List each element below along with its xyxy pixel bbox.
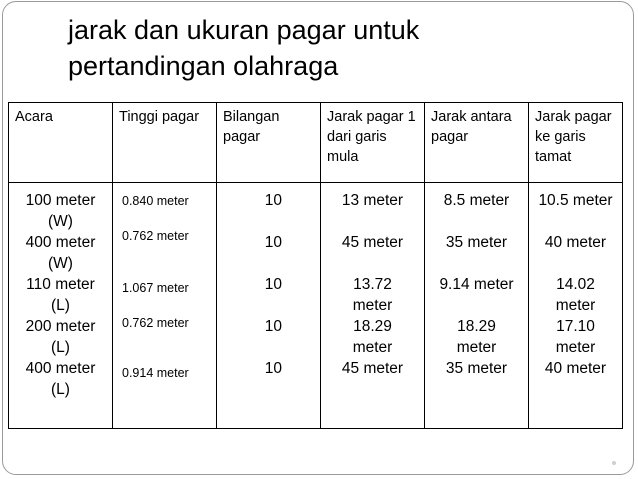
bilangan-5: 10 (264, 360, 282, 377)
header-jarak-antara-pagar: Jarak antara pagar (425, 103, 529, 183)
jarak-mula-5: 45 meter (341, 360, 404, 377)
bilangan-1: 10 (264, 192, 282, 209)
cell-jarak-ke-garis-tamat (529, 183, 623, 429)
jarak-mula-1: 13 meter (341, 192, 404, 209)
acara-3-category: (L) (51, 297, 70, 314)
tinggi-2: 0.762 meter (122, 229, 189, 243)
jarak-antara-1: 8.5 meter (443, 192, 510, 209)
jarak-mula-3-unit: meter (352, 297, 393, 314)
slide-corner-dot (612, 461, 616, 465)
jarak-tamat-3: 14.02 (556, 276, 595, 293)
acara-5-name: 400 meter (25, 360, 96, 377)
jarak-antara-4: 18.29 (457, 318, 496, 335)
jarak-tamat-1: 10.5 meter (538, 192, 613, 209)
header-bilangan-pagar: Bilangan pagar (217, 103, 321, 183)
table-row (9, 183, 623, 429)
acara-2-category: (W) (48, 255, 73, 272)
slide-title (68, 12, 419, 84)
bilangan-4: 10 (264, 318, 282, 335)
tinggi-3: 1.067 meter (122, 281, 189, 295)
jarak-antara-3: 9.14 meter (439, 276, 514, 293)
cell-tinggi-pagar (113, 183, 217, 429)
jarak-mula-3: 13.72 (353, 276, 392, 293)
jarak-mula-2: 45 meter (341, 234, 404, 251)
tinggi-1: 0.840 meter (122, 194, 189, 208)
tinggi-4: 0.762 meter (122, 316, 189, 330)
header-acara: Acara (9, 103, 113, 183)
header-jarak-ke-garis-tamat: Jarak pagar ke garis tamat (529, 103, 623, 183)
acara-3-name: 110 meter (26, 276, 95, 293)
acara-1-category: (W) (48, 213, 73, 230)
jarak-tamat-5: 40 meter (544, 360, 607, 377)
jarak-tamat-3-unit: meter (555, 297, 596, 314)
jarak-tamat-4-unit: meter (555, 339, 596, 356)
acara-4-category: (L) (51, 339, 70, 356)
cell-bilangan-pagar (217, 183, 321, 429)
jarak-antara-2: 35 meter (445, 234, 508, 251)
acara-5-category: (L) (51, 381, 70, 398)
jarak-antara-4-unit: meter (456, 339, 497, 356)
acara-1-name: 100 meter (25, 192, 96, 209)
title-line-2: pertandingan olahraga (68, 51, 339, 81)
tinggi-5: 0.914 meter (122, 366, 189, 380)
header-tinggi-pagar: Tinggi pagar (113, 103, 217, 183)
jarak-mula-4-unit: meter (352, 339, 393, 356)
bilangan-2: 10 (264, 234, 282, 251)
hurdles-table (8, 102, 623, 429)
header-row (9, 103, 623, 183)
cell-jarak-dari-garis-mula (321, 183, 425, 429)
acara-2-name: 400 meter (25, 234, 96, 251)
cell-jarak-antara-pagar (425, 183, 529, 429)
acara-4-name: 200 meter (25, 318, 96, 335)
header-jarak-dari-garis-mula: Jarak pagar 1 dari garis mula (321, 103, 425, 183)
jarak-tamat-4: 17.10 (556, 318, 595, 335)
jarak-antara-5: 35 meter (445, 360, 508, 377)
jarak-mula-4: 18.29 (353, 318, 392, 335)
title-line-1: jarak dan ukuran pagar untuk (68, 15, 420, 45)
cell-acara (9, 183, 113, 429)
bilangan-3: 10 (264, 276, 282, 293)
jarak-tamat-2: 40 meter (544, 234, 607, 251)
